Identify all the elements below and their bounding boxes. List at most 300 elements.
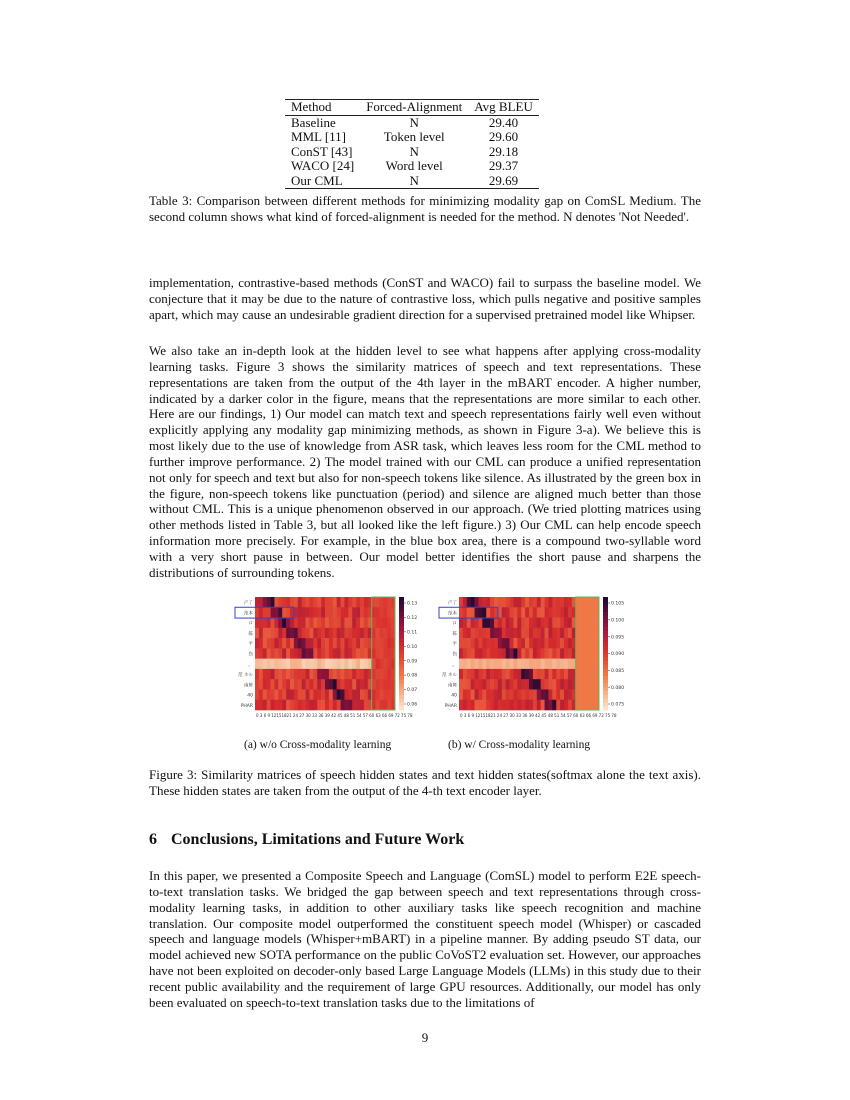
heatmap-cell	[352, 659, 356, 670]
heatmap-cell	[591, 669, 595, 680]
heatmap-cell	[356, 607, 360, 618]
heatmap-cell	[333, 597, 337, 608]
heatmap-cell	[383, 700, 387, 711]
heatmap-cell	[298, 607, 302, 618]
colorbar-segment	[603, 612, 608, 616]
colorbar-segment	[603, 616, 608, 620]
heatmap-cell	[556, 628, 560, 639]
heatmap-cell	[321, 648, 325, 659]
heatmap-cell	[513, 607, 517, 618]
table-row	[285, 115, 539, 130]
heatmap-cell	[580, 700, 584, 711]
heatmap-cell	[387, 669, 391, 680]
heatmap-cell	[274, 597, 278, 608]
heatmap-cell	[545, 607, 549, 618]
heatmap-cell	[313, 607, 317, 618]
heatmap-cell	[298, 679, 302, 690]
heatmap-cell	[525, 669, 529, 680]
heatmap-cell	[513, 700, 517, 711]
heatmap-cell	[506, 679, 510, 690]
heatmap-cell	[329, 607, 333, 618]
heatmap-cell	[309, 659, 313, 670]
heatmap-cell	[267, 689, 271, 700]
heatmap-cell	[267, 669, 271, 680]
table-cell: 29.69	[468, 174, 539, 189]
colorbar-segment	[603, 702, 608, 706]
heatmap-cell	[376, 679, 380, 690]
heatmap-cell	[506, 638, 510, 649]
heatmap-cell	[552, 638, 556, 649]
heatmap-cell	[556, 689, 560, 700]
heatmap-cell	[502, 618, 506, 629]
heatmap-cell	[271, 689, 275, 700]
heatmap-cell	[271, 659, 275, 670]
heatmap-cell	[498, 618, 502, 629]
heatmap-cell	[298, 689, 302, 700]
heatmap-cell	[482, 659, 486, 670]
heatmap-cell	[360, 638, 364, 649]
heatmap-cell	[379, 700, 383, 711]
heatmap-cell	[556, 638, 560, 649]
heatmap-cell	[560, 638, 564, 649]
heatmap-cell	[459, 607, 463, 618]
heatmap-cell	[583, 700, 587, 711]
heatmap-cell	[490, 628, 494, 639]
heatmap-cell	[259, 648, 263, 659]
heatmap-cell	[459, 648, 463, 659]
colorbar-segment	[603, 642, 608, 646]
heatmap-cell	[502, 669, 506, 680]
heatmap-cell	[564, 700, 568, 711]
heatmap-cell	[298, 648, 302, 659]
ytick-label: 陈	[248, 631, 253, 637]
heatmap-cell	[533, 689, 537, 700]
heatmap-cell	[379, 628, 383, 639]
heatmap-cell	[478, 648, 482, 659]
heatmap-cell	[267, 597, 271, 608]
heatmap-cell	[576, 659, 580, 670]
heatmap-cell	[329, 628, 333, 639]
heatmap-cell	[333, 679, 337, 690]
heatmap-cell	[306, 700, 310, 711]
heatmap-cell	[475, 648, 479, 659]
heatmap-cell	[471, 700, 475, 711]
heatmap-cell	[498, 659, 502, 670]
heatmap-cell	[372, 618, 376, 629]
heatmap-cell	[387, 689, 391, 700]
similarity-matrix-with-cml	[432, 593, 628, 733]
heatmap-cell	[360, 700, 364, 711]
heatmap-cell	[271, 679, 275, 690]
heatmap-cell	[482, 679, 486, 690]
colorbar-segment	[399, 654, 404, 658]
heatmap-cell	[306, 597, 310, 608]
ytick-label: 40	[451, 693, 457, 699]
heatmap-cell	[325, 618, 329, 629]
heatmap-cell	[537, 689, 541, 700]
heatmap-cell	[513, 628, 517, 639]
heatmap-cell	[580, 669, 584, 680]
heatmap-cell	[333, 659, 337, 670]
heatmap-cell	[317, 659, 321, 670]
subfigure-caption-b: (b) w/ Cross-modality learning	[448, 739, 591, 751]
heatmap-cell	[278, 669, 282, 680]
table-cell: N	[409, 114, 419, 130]
heatmap-cell	[325, 628, 329, 639]
heatmap-cell	[521, 679, 525, 690]
heatmap-cell	[294, 607, 298, 618]
heatmap-cell	[475, 597, 479, 608]
heatmap-cell	[274, 659, 278, 670]
heatmap-cell	[372, 679, 376, 690]
heatmap-cell	[364, 638, 368, 649]
heatmap-cell	[552, 597, 556, 608]
heatmap-cell	[583, 689, 587, 700]
heatmap-cell	[294, 618, 298, 629]
heatmap-cell	[352, 669, 356, 680]
heatmap-cell	[517, 679, 521, 690]
heatmap-cell	[364, 700, 368, 711]
heatmap-cell	[498, 628, 502, 639]
heatmap-cell	[552, 618, 556, 629]
colorbar-segment	[603, 627, 608, 631]
heatmap-cell	[259, 689, 263, 700]
heatmap-cell	[302, 679, 306, 690]
heatmap-cell	[387, 648, 391, 659]
heatmap-cell	[471, 638, 475, 649]
heatmap-cell	[294, 659, 298, 670]
section-heading	[149, 831, 464, 849]
heatmap-cell	[313, 597, 317, 608]
heatmap-cell	[556, 607, 560, 618]
heatmap-cell	[560, 679, 564, 690]
heatmap-cell	[478, 638, 482, 649]
heatmap-cell	[325, 597, 329, 608]
heatmap-cell	[545, 679, 549, 690]
table-row	[285, 174, 539, 189]
heatmap-cell	[263, 628, 267, 639]
heatmap-cell	[498, 700, 502, 711]
heatmap-cell	[548, 679, 552, 690]
heatmap-cell	[490, 607, 494, 618]
heatmap-cell	[341, 669, 345, 680]
table-header-cell: Method	[285, 100, 360, 116]
heatmap-cell	[263, 638, 267, 649]
heatmap-cell	[587, 618, 591, 629]
heatmap-cell	[475, 679, 479, 690]
heatmap-cell	[576, 648, 580, 659]
heatmap-cell	[467, 638, 471, 649]
heatmap-cell	[290, 700, 294, 711]
heatmap-cell	[478, 700, 482, 711]
table-row	[285, 145, 539, 160]
heatmap-cell	[286, 638, 290, 649]
heatmap-cell	[376, 597, 380, 608]
ytick-label: ロ	[248, 621, 253, 627]
heatmap-cell	[537, 628, 541, 639]
heatmap-cell	[475, 638, 479, 649]
heatmap-cell	[286, 689, 290, 700]
heatmap-cell	[521, 700, 525, 711]
heatmap-cell	[352, 700, 356, 711]
heatmap-cell	[541, 679, 545, 690]
heatmap-cell	[494, 669, 498, 680]
heatmap-cell	[517, 638, 521, 649]
heatmap-cell	[306, 607, 310, 618]
heatmap-cell	[376, 638, 380, 649]
heatmap-cell	[321, 659, 325, 670]
colorbar-segment	[399, 695, 404, 699]
heatmap-cell	[545, 597, 549, 608]
heatmap-cell	[545, 659, 549, 670]
heatmap-cell	[290, 628, 294, 639]
heatmap-cell	[498, 669, 502, 680]
heatmap-cell	[583, 638, 587, 649]
heatmap-cell	[517, 689, 521, 700]
heatmap-cell	[583, 597, 587, 608]
heatmap-cell	[383, 597, 387, 608]
heatmap-cell	[364, 669, 368, 680]
heatmap-cell	[337, 669, 341, 680]
heatmap-cell	[475, 607, 479, 618]
heatmap-cell	[348, 638, 352, 649]
colorbar-segment	[603, 665, 608, 669]
colorbar-segment	[603, 687, 608, 691]
colorbar-segment	[603, 680, 608, 684]
heatmap-cell	[290, 669, 294, 680]
heatmap-cell	[274, 700, 278, 711]
heatmap-cell	[317, 618, 321, 629]
colorbar-segment	[399, 612, 404, 616]
heatmap-cell	[471, 628, 475, 639]
heatmap-cell	[263, 648, 267, 659]
heatmap-cell	[255, 659, 259, 670]
heatmap-cell	[537, 618, 541, 629]
heatmap-cell	[510, 628, 514, 639]
heatmap-cell	[356, 669, 360, 680]
heatmap-cell	[525, 638, 529, 649]
heatmap-cell	[263, 679, 267, 690]
heatmap-cell	[364, 607, 368, 618]
heatmap-cell	[576, 689, 580, 700]
heatmap-cell	[568, 648, 572, 659]
heatmap-cell	[541, 689, 545, 700]
heatmap-cell	[490, 700, 494, 711]
heatmap-cell	[302, 597, 306, 608]
heatmap-cell	[379, 638, 383, 649]
heatmap-cell	[372, 597, 376, 608]
heatmap-cell	[278, 648, 282, 659]
heatmap-cell	[263, 689, 267, 700]
heatmap-cell	[376, 618, 380, 629]
heatmap-cell	[494, 648, 498, 659]
heatmap-cell	[502, 659, 506, 670]
heatmap-cell	[583, 669, 587, 680]
heatmap-cell	[286, 597, 290, 608]
heatmap-cell	[329, 597, 333, 608]
heatmap-cell	[560, 700, 564, 711]
heatmap-cell	[576, 669, 580, 680]
heatmap-cell	[482, 689, 486, 700]
heatmap-cell	[517, 628, 521, 639]
heatmap-cell	[459, 628, 463, 639]
heatmap-cell	[267, 679, 271, 690]
heatmap-cell	[271, 607, 275, 618]
heatmap-cell	[383, 659, 387, 670]
heatmap-cell	[329, 669, 333, 680]
heatmap-cell	[317, 648, 321, 659]
heatmap-cell	[502, 638, 506, 649]
heatmap-cell	[306, 679, 310, 690]
heatmap-cell	[533, 638, 537, 649]
heatmap-cell	[387, 638, 391, 649]
heatmap-cell	[475, 628, 479, 639]
heatmap-cell	[587, 689, 591, 700]
heatmap-cell	[313, 659, 317, 670]
heatmap-cell	[352, 689, 356, 700]
heatmap-cell	[498, 679, 502, 690]
heatmap-cell	[463, 628, 467, 639]
heatmap-cell	[564, 607, 568, 618]
colorbar-segment	[399, 608, 404, 612]
heatmap-cell	[583, 679, 587, 690]
heatmap-cell	[541, 638, 545, 649]
heatmap-cell	[560, 669, 564, 680]
colorbar-segment	[603, 695, 608, 699]
heatmap-cell	[486, 648, 490, 659]
ytick-label: 南斑	[244, 683, 253, 689]
heatmap-cell	[255, 628, 259, 639]
heatmap-cell	[463, 679, 467, 690]
colorbar-segment	[399, 680, 404, 684]
heatmap-cell	[356, 679, 360, 690]
heatmap-cell	[294, 638, 298, 649]
heatmap-cell	[387, 659, 391, 670]
heatmap-cell	[510, 689, 514, 700]
heatmap-cell	[302, 669, 306, 680]
heatmap-cell	[459, 597, 463, 608]
heatmap-cell	[379, 689, 383, 700]
heatmap-cell	[317, 607, 321, 618]
heatmap-cell	[533, 597, 537, 608]
heatmap-cell	[467, 597, 471, 608]
heatmap-cell	[548, 607, 552, 618]
heatmap-cell	[259, 628, 263, 639]
heatmap-cell	[463, 607, 467, 618]
heatmap-cell	[525, 607, 529, 618]
heatmap-cell	[498, 689, 502, 700]
heatmap-cell	[282, 628, 286, 639]
heatmap-cell	[467, 607, 471, 618]
heatmap-cell	[282, 669, 286, 680]
table-header-cell: Avg BLEU	[468, 100, 539, 116]
xtick-labels: 0 3 6 9 12151821 24 27 30 33 36 39 42 45 48 51 54 57 60 63 66 69 72 75 78	[460, 713, 617, 718]
heatmap-cell	[556, 700, 560, 711]
ytick-label: PHAR	[444, 703, 457, 709]
heatmap-cell	[376, 659, 380, 670]
colorbar-tick-label: 0.105	[611, 601, 625, 607]
colorbar-segment	[603, 684, 608, 688]
heatmap-cell	[494, 597, 498, 608]
heatmap-cell	[356, 638, 360, 649]
heatmap-cell	[259, 638, 263, 649]
heatmap-cell	[333, 700, 337, 711]
table-cell: Baseline	[291, 114, 336, 130]
table-cell: N	[409, 143, 419, 159]
heatmap-cell	[545, 669, 549, 680]
heatmap-cell	[348, 628, 352, 639]
heatmap-cell	[486, 679, 490, 690]
heatmap-cell	[576, 700, 580, 711]
heatmap-cell	[521, 638, 525, 649]
heatmap-cell	[545, 689, 549, 700]
heatmap-cell	[552, 648, 556, 659]
heatmap-cell	[513, 659, 517, 670]
heatmap-cell	[467, 689, 471, 700]
heatmap-cell	[364, 618, 368, 629]
heatmap-cell	[337, 679, 341, 690]
ytick-label: 范本	[244, 611, 253, 617]
heatmap-cell	[541, 700, 545, 711]
heatmap-cell	[463, 700, 467, 711]
heatmap-cell	[552, 700, 556, 711]
heatmap-cell	[510, 700, 514, 711]
heatmap-cell	[255, 679, 259, 690]
heatmap-cell	[379, 597, 383, 608]
heatmap-cell	[482, 628, 486, 639]
colorbar-tick-label: 0.085	[611, 668, 625, 674]
colorbar-segment	[399, 661, 404, 665]
heatmap-cell	[387, 679, 391, 690]
colorbar-tick-label: 0.080	[611, 685, 625, 691]
heatmap-cell	[267, 700, 271, 711]
heatmap-cell	[587, 648, 591, 659]
colorbar-tick-label: 0.075	[611, 702, 625, 708]
heatmap-cell	[286, 659, 290, 670]
heatmap-cell	[317, 597, 321, 608]
colorbar-tick-label: 0.095	[611, 635, 625, 641]
heatmap-cell	[463, 659, 467, 670]
heatmap-cell	[502, 648, 506, 659]
heatmap-cell	[364, 689, 368, 700]
heatmap-cell	[337, 659, 341, 670]
heatmap-cell	[286, 628, 290, 639]
colorbar-segment	[399, 699, 404, 703]
heatmap-cell	[529, 597, 533, 608]
colorbar-segment	[603, 635, 608, 639]
heatmap-cell	[278, 679, 282, 690]
heatmap-cell	[529, 618, 533, 629]
heatmap-cell	[274, 648, 278, 659]
heatmap-cell	[259, 618, 263, 629]
heatmap-cell	[556, 597, 560, 608]
colorbar-segment	[399, 657, 404, 661]
heatmap-cell	[541, 669, 545, 680]
ytick-label: PHAR	[240, 703, 253, 709]
heatmap-cell	[533, 628, 537, 639]
colorbar-segment	[603, 597, 608, 601]
heatmap-cell	[341, 607, 345, 618]
colorbar-segment	[399, 635, 404, 639]
heatmap-cell	[333, 618, 337, 629]
heatmap-cell	[298, 669, 302, 680]
colorbar-segment	[399, 638, 404, 642]
heatmap-cell	[541, 618, 545, 629]
heatmap-cell	[263, 607, 267, 618]
heatmap-cell	[360, 648, 364, 659]
colorbar-segment	[399, 620, 404, 624]
heatmap-cell	[271, 700, 275, 711]
